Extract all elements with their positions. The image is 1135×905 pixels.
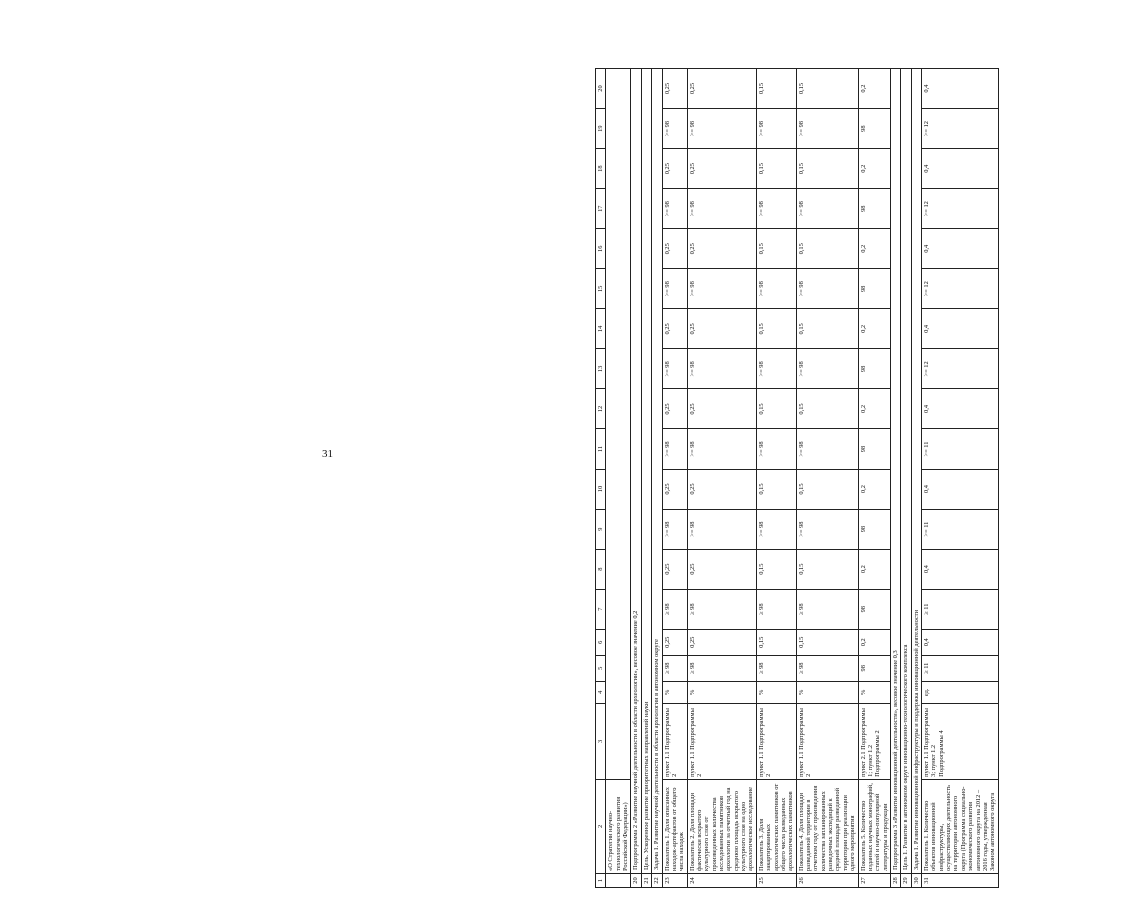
target-value: >= 11 — [922, 429, 999, 469]
column-number-8: 8 — [596, 549, 606, 589]
table-body — [606, 69, 998, 888]
target-value: >= 98 — [662, 109, 687, 149]
column-number-4: 4 — [596, 681, 606, 703]
column-number-13: 13 — [596, 349, 606, 389]
weight-value: 0,2 — [858, 309, 890, 349]
target-value: 98 — [858, 509, 890, 549]
section-title: Цель 1. Развитие в автономном округе инновационно-технологического комплекса — [901, 69, 911, 874]
row-number: 31 — [922, 873, 999, 887]
target-value: >= 98 — [687, 109, 756, 149]
unit: ед. — [922, 681, 999, 703]
weight-value: 0,2 — [858, 229, 890, 269]
section-row — [911, 69, 921, 888]
column-number-20: 20 — [596, 69, 606, 109]
weight-value: 0,4 — [922, 389, 999, 429]
target-value: 98 — [858, 189, 890, 229]
program-reference: пункт 1.1 Подпрограммы 2 — [796, 703, 858, 779]
indicator-row — [756, 69, 796, 888]
indicator-name: Показатель 5. Количество изданных научных монографий, статей и научно-популярной литературы и продукции — [858, 779, 890, 873]
section-title: Подпрограмма 2 «Развитие научной деятельности в области археологии», весовое значение 0,2 — [631, 69, 641, 874]
section-row — [901, 69, 911, 888]
column-number-18: 18 — [596, 149, 606, 189]
target-value: ≥ 98 — [796, 655, 858, 681]
weight-value: 0,25 — [662, 309, 687, 349]
target-value: >= 12 — [922, 269, 999, 309]
target-value: >= 98 — [687, 349, 756, 389]
weight-value: 0,15 — [756, 629, 796, 655]
weight-value: 0,2 — [858, 549, 890, 589]
unit: % — [662, 681, 687, 703]
program-reference: пункт 1.1 Подпрограммы 2 — [687, 703, 756, 779]
weight-value: 0,25 — [687, 309, 756, 349]
indicator-name: Показатель 4. Доля площади разведанной территории в отчетном году от произведения количества запланированных разведочных экспедиций к средней площади разведанной территории при реализации одного мероприятия — [796, 779, 858, 873]
target-value: >= 98 — [756, 189, 796, 229]
row-number: 21 — [641, 873, 651, 887]
column-number-15: 15 — [596, 269, 606, 309]
row-number: 27 — [858, 873, 890, 887]
weight-value: 0,15 — [756, 549, 796, 589]
weight-value: 0,15 — [756, 149, 796, 189]
section-title: Цель. Ускоренное развитие приоритетных направлений науки — [641, 69, 651, 874]
target-value: 98 — [858, 655, 890, 681]
target-value: >= 98 — [796, 429, 858, 469]
column-number-11: 11 — [596, 429, 606, 469]
weight-value: 0,2 — [858, 149, 890, 189]
unit: % — [858, 681, 890, 703]
target-value: ≥ 11 — [922, 655, 999, 681]
weight-value: 0,4 — [922, 149, 999, 189]
weight-value: 0,2 — [858, 389, 890, 429]
indicator-name: Показатель 3. Доля закартированных археологических памятников от общего числа разведанных археологических памятников — [756, 779, 796, 873]
column-number-7: 7 — [596, 589, 606, 629]
weight-value: 0,25 — [687, 69, 756, 109]
column-number-2: 2 — [596, 779, 606, 873]
column-number-12: 12 — [596, 389, 606, 429]
weight-value: 0,25 — [687, 229, 756, 269]
target-value: ≥ 98 — [662, 655, 687, 681]
target-value: 98 — [858, 349, 890, 389]
weight-value: 0,15 — [756, 309, 796, 349]
target-value: >= 98 — [756, 429, 796, 469]
weight-value: 0,25 — [687, 389, 756, 429]
target-value: >= 12 — [922, 189, 999, 229]
weight-value: 0,15 — [756, 229, 796, 269]
weight-value: 0,25 — [662, 469, 687, 509]
target-value: >= 12 — [922, 349, 999, 389]
row-number: 28 — [890, 873, 900, 887]
row-number: 20 — [631, 873, 641, 887]
row-number: 25 — [756, 873, 796, 887]
column-number-19: 19 — [596, 109, 606, 149]
column-number-16: 16 — [596, 229, 606, 269]
target-value: >= 98 — [756, 109, 796, 149]
indicators-table — [595, 68, 999, 888]
indicator-name: Показатель 2. Доля площади фактически вскрытого культурного слоя от произведенных количества исследованных памятников археологии за отчетный год на среднюю площадь вскрытого культурного слоя на одно археологическое исследование — [687, 779, 756, 873]
target-value: >= 98 — [687, 269, 756, 309]
weight-value: 0,25 — [687, 469, 756, 509]
unit: % — [756, 681, 796, 703]
weight-value: 0,15 — [756, 469, 796, 509]
weight-value: 0,15 — [796, 149, 858, 189]
column-number-17: 17 — [596, 189, 606, 229]
target-value: >= 98 — [756, 509, 796, 549]
target-value: ≥ 11 — [922, 589, 999, 629]
row-number: 23 — [662, 873, 687, 887]
target-value: >= 98 — [687, 189, 756, 229]
header-continuation: «О Стратегии научно-технологического развития Российской Федерации») — [606, 779, 631, 873]
weight-value: 0,15 — [796, 309, 858, 349]
weight-value: 0,25 — [662, 549, 687, 589]
row-number: 26 — [796, 873, 858, 887]
target-value: 98 — [858, 429, 890, 469]
weight-value: 0,4 — [922, 309, 999, 349]
column-number-14: 14 — [596, 309, 606, 349]
target-value: >= 98 — [662, 429, 687, 469]
target-value: >= 98 — [796, 269, 858, 309]
weight-value: 0,15 — [756, 69, 796, 109]
target-value: >= 98 — [796, 109, 858, 149]
column-number-6: 6 — [596, 629, 606, 655]
unit: % — [687, 681, 756, 703]
weight-value: 0,25 — [662, 389, 687, 429]
indicator-name: Показатель 1. Доля описанных находок-артефактов от общего числа находок — [662, 779, 687, 873]
rotated-page — [595, 68, 1135, 888]
target-value: >= 98 — [687, 509, 756, 549]
program-reference: пункт 1.1 Подпрограммы 2 — [662, 703, 687, 779]
weight-value: 0,25 — [662, 149, 687, 189]
row-number: 24 — [687, 873, 756, 887]
column-number-1: 1 — [596, 873, 606, 887]
target-value: >= 98 — [796, 189, 858, 229]
column-number-5: 5 — [596, 655, 606, 681]
target-value: 98 — [858, 109, 890, 149]
target-value: >= 98 — [796, 349, 858, 389]
column-number-row — [596, 69, 606, 888]
target-value: >= 98 — [662, 349, 687, 389]
weight-value: 0,25 — [687, 549, 756, 589]
weight-value: 0,4 — [922, 549, 999, 589]
indicator-name: Показатель 1. Количество объектов инновационной инфраструктуры, осуществляющих деятельность на территории автономного округа (Программа социально-экономического развития автономного округа на 2012 – 2016 годы, утвержденная Законом автономного округа — [922, 779, 999, 873]
section-row — [890, 69, 900, 888]
weight-value: 0,15 — [796, 629, 858, 655]
weight-value: 0,25 — [687, 629, 756, 655]
column-number-9: 9 — [596, 509, 606, 549]
column-number-3: 3 — [596, 703, 606, 779]
weight-value: 0,15 — [756, 389, 796, 429]
indicator-row — [796, 69, 858, 888]
target-value: ≥ 98 — [756, 589, 796, 629]
row-number: 29 — [901, 873, 911, 887]
target-value: >= 11 — [922, 509, 999, 549]
row-number: 22 — [652, 873, 662, 887]
indicator-row — [858, 69, 890, 888]
target-value: >= 98 — [756, 269, 796, 309]
target-value: >= 98 — [796, 509, 858, 549]
page-number: 31 — [322, 448, 333, 460]
weight-value: 0,15 — [796, 389, 858, 429]
weight-value: 0,15 — [796, 69, 858, 109]
column-number-10: 10 — [596, 469, 606, 509]
weight-value: 0,25 — [687, 149, 756, 189]
weight-value: 0,15 — [796, 229, 858, 269]
weight-value: 0,25 — [662, 69, 687, 109]
indicator-row — [662, 69, 687, 888]
weight-value: 0,2 — [858, 469, 890, 509]
program-reference: пункт 1.1 Подпрограммы 3; пункт 1.2 Подпрограммы 4 — [922, 703, 999, 779]
weight-value: 0,15 — [796, 549, 858, 589]
unit: % — [796, 681, 858, 703]
target-value: 98 — [858, 589, 890, 629]
section-title: Подпрограмма 3 «Развитие инновационной деятельности», весовое значение 0,3 — [890, 69, 900, 874]
target-value: ≥ 98 — [756, 655, 796, 681]
program-reference: пункт 1.1 Подпрограммы 2 — [756, 703, 796, 779]
target-value: >= 98 — [662, 509, 687, 549]
target-value: >= 98 — [756, 349, 796, 389]
target-value: ≥ 98 — [687, 655, 756, 681]
weight-value: 0,2 — [858, 69, 890, 109]
target-value: 98 — [858, 269, 890, 309]
weight-value: 0,15 — [796, 469, 858, 509]
program-reference: пункт 2.1 Подпрограммы 1; пункт 1.2 Подпрограммы 2 — [858, 703, 890, 779]
target-value: >= 98 — [662, 189, 687, 229]
target-value: >= 98 — [687, 429, 756, 469]
row-number: 30 — [911, 873, 921, 887]
weight-value: 0,25 — [662, 629, 687, 655]
target-value: ≥ 98 — [796, 589, 858, 629]
weight-value: 0,4 — [922, 229, 999, 269]
header-continuation-row — [606, 69, 631, 888]
weight-value: 0,2 — [858, 629, 890, 655]
indicator-row — [922, 69, 999, 888]
weight-value: 0,4 — [922, 629, 999, 655]
section-title: Задача 1. Развитие научной деятельности в области археологии в автономном округе — [652, 69, 662, 874]
target-value: >= 98 — [662, 269, 687, 309]
weight-value: 0,4 — [922, 469, 999, 509]
target-value: ≥ 98 — [687, 589, 756, 629]
weight-value: 0,4 — [922, 69, 999, 109]
target-value: >= 12 — [922, 109, 999, 149]
weight-value: 0,25 — [662, 229, 687, 269]
target-value: ≥ 98 — [662, 589, 687, 629]
section-row — [641, 69, 651, 888]
indicator-row — [687, 69, 756, 888]
section-title: Задача 1. Развитие инновационной инфраструктуры и поддержка инновационной деятельности — [911, 69, 921, 874]
section-row — [631, 69, 641, 888]
section-row — [652, 69, 662, 888]
